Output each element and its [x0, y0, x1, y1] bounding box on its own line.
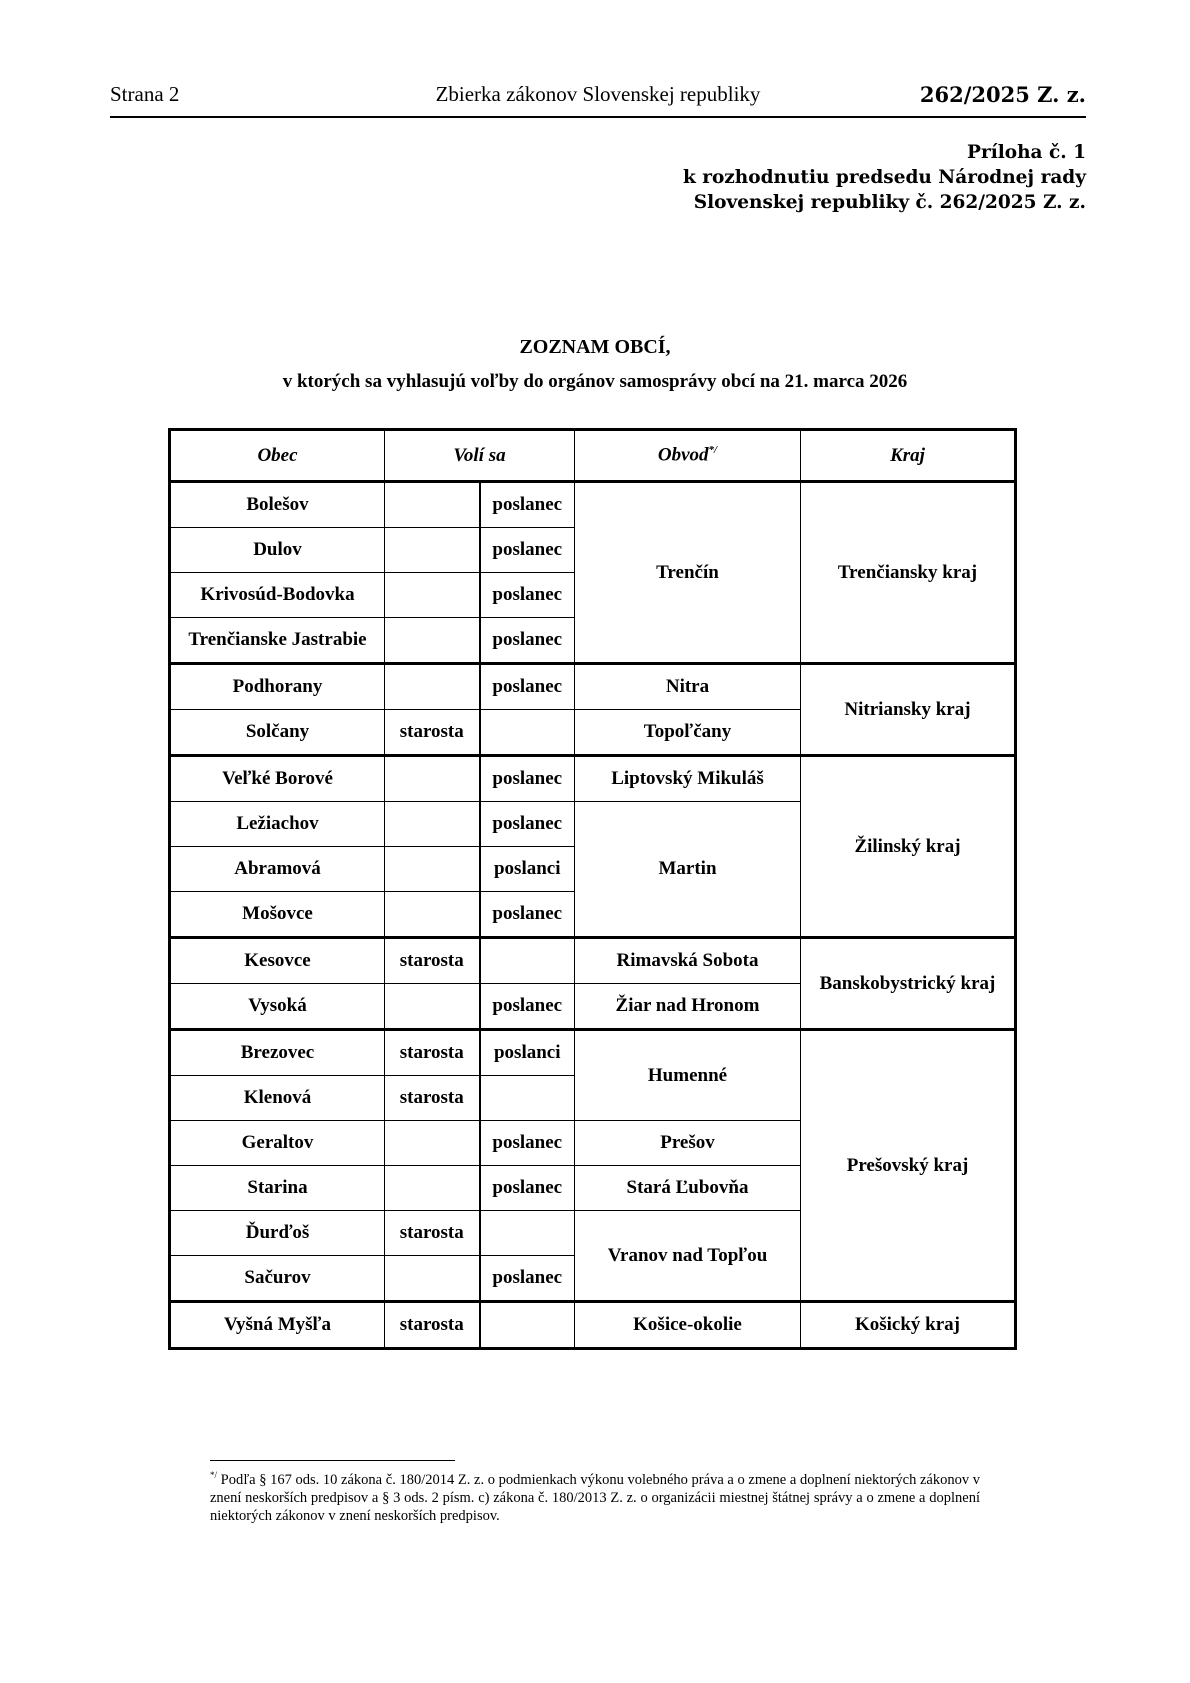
cell-kraj: Košický kraj [801, 1302, 1016, 1349]
cell-starosta [385, 664, 480, 710]
cell-poslanec [480, 1302, 575, 1349]
cell-starosta [385, 573, 480, 618]
cell-poslanec: poslanec [480, 528, 575, 573]
cell-obec: Ležiachov [170, 802, 385, 847]
cell-obvod: Trenčín [575, 482, 801, 664]
annex-line-3: Slovenskej republiky č. 262/2025 Z. z. [693, 192, 1086, 213]
table-header-row [170, 430, 1016, 482]
cell-obec: Ďurďoš [170, 1211, 385, 1256]
footnote-mark: */ [708, 444, 718, 457]
cell-obec: Podhorany [170, 664, 385, 710]
cell-obvod: Liptovský Mikuláš [575, 756, 801, 802]
footnote-text: Podľa § 167 ods. 10 zákona č. 180/2014 Z. z. o podmienkach výkonu volebného práva a o zmene a doplnení niektorých zákonov v znení neskorších predpisov a § 3 ods. 2 písm. c) zákona č. 180/2013 Z. z. o organizácii miestnej štátnej správy a o zmene a doplnení niektorých zákonov v znení neskorších predpisov. [210, 1471, 980, 1524]
cell-starosta [385, 528, 480, 573]
table-row [170, 664, 1016, 710]
cell-starosta: starosta [385, 1076, 480, 1121]
cell-obec: Geraltov [170, 1121, 385, 1166]
annex-heading [683, 140, 1086, 215]
annex-line-2: k rozhodnutiu predsedu Národnej rady [682, 167, 1086, 188]
table-row [170, 1030, 1016, 1076]
table-row [170, 756, 1016, 802]
cell-starosta [385, 892, 480, 938]
cell-starosta [385, 1121, 480, 1166]
cell-obvod: Nitra [575, 664, 801, 710]
header-obvod-label: Obvod [657, 444, 709, 466]
header-obec: Obec [170, 430, 385, 482]
cell-starosta: starosta [385, 1030, 480, 1076]
cell-obvod: Stará Ľubovňa [575, 1166, 801, 1211]
cell-obvod: Žiar nad Hronom [575, 984, 801, 1030]
cell-poslanec [480, 1076, 575, 1121]
cell-poslanec: poslanec [480, 573, 575, 618]
cell-poslanec [480, 1211, 575, 1256]
document-subtitle: v ktorých sa vyhlasujú voľby do orgánov samosprávy obcí na 21. marca 2026 [282, 371, 908, 392]
footnote-marker: */ [210, 1470, 218, 1480]
cell-obvod: Košice-okolie [575, 1302, 801, 1349]
cell-poslanec: poslanci [480, 1030, 575, 1076]
cell-poslanec: poslanec [480, 984, 575, 1030]
cell-starosta [385, 1256, 480, 1302]
cell-obec: Abramová [170, 847, 385, 892]
cell-starosta [385, 618, 480, 664]
cell-obec: Vysoká [170, 984, 385, 1030]
cell-obec: Klenová [170, 1076, 385, 1121]
cell-starosta: starosta [385, 710, 480, 756]
cell-kraj: Žilinský kraj [801, 756, 1016, 938]
cell-obvod: Topoľčany [575, 710, 801, 756]
cell-obvod: Prešov [575, 1121, 801, 1166]
municipalities-table [168, 428, 1017, 1350]
cell-kraj: Banskobystrický kraj [801, 938, 1016, 1030]
cell-obec: Kesovce [170, 938, 385, 984]
cell-kraj: Prešovský kraj [801, 1030, 1016, 1302]
header-obvod [575, 430, 801, 482]
document-title: ZOZNAM OBCÍ, [519, 336, 671, 358]
footnote [210, 1466, 980, 1525]
cell-obvod: Rimavská Sobota [575, 938, 801, 984]
cell-obec: Dulov [170, 528, 385, 573]
cell-kraj: Nitriansky kraj [801, 664, 1016, 756]
cell-obvod: Vranov nad Topľou [575, 1211, 801, 1302]
cell-poslanec: poslanec [480, 482, 575, 528]
cell-starosta [385, 984, 480, 1030]
journal-title: Zbierka zákonov Slovenskej republiky [435, 82, 761, 106]
cell-obec: Bolešov [170, 482, 385, 528]
cell-obec: Veľké Borové [170, 756, 385, 802]
cell-poslanec: poslanec [480, 756, 575, 802]
page-header [110, 82, 1086, 118]
cell-starosta: starosta [385, 1302, 480, 1349]
table-row [170, 482, 1016, 528]
cell-obec: Brezovec [170, 1030, 385, 1076]
cell-starosta: starosta [385, 1211, 480, 1256]
cell-poslanec: poslanec [480, 1256, 575, 1302]
table-row [170, 938, 1016, 984]
header-voli-sa: Volí sa [385, 430, 575, 482]
footnote-divider [210, 1460, 455, 1461]
cell-starosta [385, 847, 480, 892]
cell-poslanec: poslanci [480, 847, 575, 892]
cell-poslanec: poslanec [480, 618, 575, 664]
cell-starosta [385, 482, 480, 528]
cell-poslanec [480, 710, 575, 756]
cell-kraj: Trenčiansky kraj [801, 482, 1016, 664]
cell-poslanec: poslanec [480, 664, 575, 710]
cell-starosta [385, 1166, 480, 1211]
law-number: 262/2025 Z. z. [919, 82, 1086, 107]
cell-poslanec: poslanec [480, 892, 575, 938]
cell-obec: Krivosúd-Bodovka [170, 573, 385, 618]
cell-poslanec: poslanec [480, 802, 575, 847]
cell-starosta: starosta [385, 938, 480, 984]
cell-obvod: Humenné [575, 1030, 801, 1121]
cell-obec: Mošovce [170, 892, 385, 938]
cell-obec: Vyšná Myšľa [170, 1302, 385, 1349]
cell-obvod: Martin [575, 802, 801, 938]
annex-line-1: Príloha č. 1 [967, 142, 1086, 163]
header-kraj: Kraj [801, 430, 1016, 482]
cell-poslanec [480, 938, 575, 984]
cell-obec: Solčany [170, 710, 385, 756]
cell-starosta [385, 802, 480, 847]
table-row [170, 1302, 1016, 1349]
cell-starosta [385, 756, 480, 802]
cell-obec: Trenčianske Jastrabie [170, 618, 385, 664]
cell-obec: Sačurov [170, 1256, 385, 1302]
cell-poslanec: poslanec [480, 1121, 575, 1166]
cell-obec: Starina [170, 1166, 385, 1211]
cell-poslanec: poslanec [480, 1166, 575, 1211]
page-number: Strana 2 [110, 82, 180, 106]
